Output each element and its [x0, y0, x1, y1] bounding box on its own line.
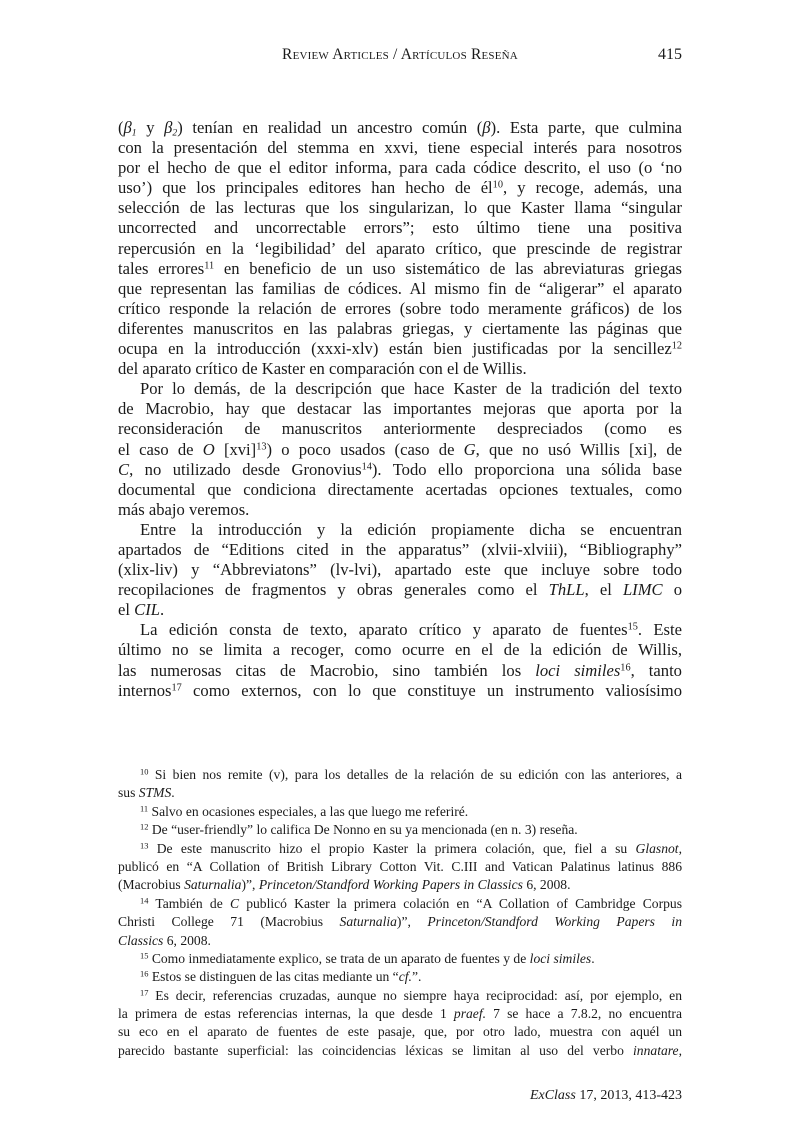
- footnote-line: [118, 803, 682, 821]
- text-run: ocupa en la introducción (xxxi-xlv) están bien justificadas por la sencillez: [118, 339, 672, 359]
- text-run: con la presentación del stemma en xxvi, tiene especial interés para nosotros: [118, 138, 682, 158]
- text-run: De “user-friendly” lo califica De Nonno en su ya mencionada (en n. 3) reseña.: [148, 822, 578, 838]
- italic-text: Classics: [118, 932, 164, 948]
- footnote-line: [118, 987, 682, 1005]
- footnote-reference: 13: [140, 839, 149, 850]
- text-run: ,: [678, 1042, 682, 1058]
- text-run: en beneficio de un uso sistemático de las abreviaturas griegas: [214, 258, 682, 278]
- italic-text: Saturnalia: [184, 877, 242, 893]
- text-run: (xlix-liv) y “Abbreviatons” (lv-lvi), apartado este que incluye sobre todo: [118, 560, 682, 580]
- text-run: las numerosas citas de Macrobio, sino también los: [118, 660, 536, 680]
- italic-text: O: [202, 439, 215, 459]
- body-line: [118, 118, 682, 138]
- text-run: reconsideración de manuscritos anteriormente despreciados (como es: [118, 419, 682, 439]
- italic-text: Saturnalia: [339, 914, 397, 930]
- body-line: [118, 239, 682, 259]
- text-run: ). Todo ello proporciona una sólida base: [371, 459, 682, 479]
- body-line: [118, 460, 682, 480]
- text-run: documental que condiciona directamente acertadas opciones textuales, como: [118, 479, 682, 499]
- text-run: , el: [584, 580, 623, 600]
- text-run: De este manuscrito hizo el propio Kaster la primera colación, que, fiel a su: [148, 840, 636, 856]
- footnote-line: [118, 968, 682, 986]
- text-run: y: [136, 118, 165, 137]
- italic-text: innatare: [633, 1042, 679, 1058]
- footnote-reference: 17: [140, 987, 149, 998]
- text-run: Estos se distinguen de las citas mediante un “: [148, 969, 399, 985]
- italic-text: Glasnot: [635, 840, 679, 856]
- footnote-reference: 12: [140, 821, 149, 832]
- body-line: [118, 339, 682, 359]
- text-run: selección de las lecturas que los singularizan, lo que Kaster llama “singular: [118, 198, 682, 218]
- body-line: [118, 540, 682, 560]
- text-run: parecido bastante superficial: las coincidencias léxicas se limitan al uso del verbo: [118, 1042, 634, 1058]
- body-line: [118, 520, 682, 540]
- text-run: la primera de estas referencias internas, la que desde 1: [118, 1006, 454, 1022]
- text-run: por el hecho de que el editor informa, para cada códice descrito, el uso (o ‘no: [118, 158, 682, 178]
- body-line: [118, 198, 682, 218]
- subscript: 2: [172, 127, 178, 139]
- footnote-line: [118, 821, 682, 839]
- text-run: internos: [118, 680, 172, 700]
- page-number: 415: [658, 46, 682, 63]
- footnote-line: [118, 1005, 682, 1023]
- footnote-reference: 14: [140, 895, 149, 906]
- italic-text: β: [164, 118, 173, 137]
- text-run: Es decir, referencias cruzadas, aunque no siempre haya reciprocidad: así, por ejemplo, en: [148, 987, 682, 1003]
- footnote-reference: 11: [204, 260, 215, 271]
- text-run: 6, 2008.: [163, 932, 211, 948]
- body-line: [118, 359, 682, 379]
- body-line: [118, 500, 682, 520]
- italic-text: loci similes: [535, 660, 621, 680]
- text-run: . Este: [637, 620, 682, 640]
- text-run: .: [591, 950, 595, 966]
- text-run: )”,: [396, 914, 428, 930]
- body-line: [118, 319, 682, 339]
- footnote-line: [118, 913, 682, 931]
- footnote-reference: 15: [140, 950, 149, 961]
- italic-text: Princeton/Standford Working Papers in Classics: [258, 877, 523, 893]
- footnote-line: [118, 1023, 682, 1041]
- text-run: ) o poco usados (caso de: [266, 439, 464, 459]
- body-line: [118, 138, 682, 158]
- text-run: su eco en el aparato de fuentes de este pasaje, que, por otro lado, muestra con aquél un: [118, 1024, 682, 1040]
- text-run: o: [662, 580, 683, 600]
- text-run: publicó Kaster la primera colación en “A Collation of Cambridge Corpus: [239, 895, 682, 911]
- text-run: publicó en “A Collation of British Library Cotton Vit. C.III and Vatican Palatinus latinus 886: [118, 858, 682, 874]
- text-run: 6, 2008.: [522, 877, 571, 893]
- text-run: )”,: [241, 877, 259, 893]
- italic-text: β: [123, 118, 132, 137]
- text-run: de Macrobio, hay que destacar las importantes mejoras que aporta por la: [118, 399, 682, 419]
- body-line: [118, 299, 682, 319]
- footnote-reference: 10: [492, 179, 503, 191]
- footnotes: [118, 766, 682, 1060]
- footnote-reference: 10: [140, 766, 149, 777]
- footnote-reference: 13: [256, 440, 267, 452]
- footnote-line: [118, 895, 682, 913]
- body-line: [118, 379, 682, 399]
- footnote-reference: 12: [671, 340, 682, 352]
- text-run: sus: [118, 785, 139, 801]
- text-run: [xvi]: [214, 439, 257, 459]
- text-run: como externos, con lo que constituye un instrumento valiosísimo: [181, 680, 682, 700]
- text-run: , que no usó Willis [xi], de: [475, 439, 682, 459]
- running-header-title: Review Articles / Artículos Reseña: [282, 46, 518, 63]
- footnote-reference: 17: [171, 681, 182, 693]
- italic-text: loci similes: [529, 950, 592, 966]
- body-line: [118, 399, 682, 419]
- footnote-line: [118, 784, 682, 802]
- text-run: apartados de “Editions cited in the apparatus” (xlvii-xlviii), “Bibliography”: [118, 539, 682, 559]
- page-footer: [530, 1088, 682, 1104]
- text-run: tales errores: [118, 258, 205, 278]
- body-line: [118, 259, 682, 279]
- text-run: , tanto: [630, 660, 682, 680]
- body-line: [118, 580, 682, 600]
- body-line: [118, 681, 682, 701]
- footnote-line: [118, 766, 682, 784]
- text-run: Entre la introducción y la edición propiamente dicha se encuentran: [140, 519, 682, 539]
- text-run: del aparato crítico de Kaster en comparación con el de Willis.: [118, 359, 527, 379]
- text-run: ,: [678, 840, 682, 856]
- text-run: Christi College 71 (Macrobius: [118, 914, 340, 930]
- text-run: el caso de: [118, 439, 203, 459]
- footnote-reference: 11: [140, 803, 149, 814]
- body-line: [118, 640, 682, 660]
- footnote-line: [118, 858, 682, 876]
- text-run: el: [118, 600, 135, 620]
- body-line: [118, 661, 682, 681]
- text-run: ) tenían en realidad un ancestro común (: [177, 118, 483, 137]
- text-run: Como inmediatamente explico, se trata de un aparato de fuentes y de: [148, 950, 530, 966]
- text-run: crítico responde la relación de errores (sobre todo meramente gráficos) de los: [118, 298, 682, 318]
- italic-text: praef.: [453, 1006, 486, 1022]
- italic-text: Princeton/Standford Working Papers in: [427, 914, 682, 930]
- journal-name: ExClass: [529, 1088, 576, 1103]
- italic-text: β: [482, 118, 491, 137]
- text-run: Por lo demás, de la descripción que hace Kaster de la tradición del texto: [140, 379, 682, 399]
- body-line: [118, 158, 682, 178]
- body-line: [118, 178, 682, 198]
- text-run: , no utilizado desde Gronovius: [129, 459, 362, 479]
- body-line: [118, 600, 682, 620]
- body-line: [118, 218, 682, 238]
- text-run: También de: [148, 895, 230, 911]
- text-run: ). Esta parte, que culmina: [490, 118, 683, 137]
- text-run: .: [159, 600, 165, 620]
- footnote-line: [118, 950, 682, 968]
- text-run: repercusión en la ‘legibilidad’ del aparato crítico, que prescinde de registrar: [118, 238, 682, 258]
- subscript: 1: [131, 127, 137, 139]
- footnote-line: [118, 1042, 682, 1060]
- footnote-line: [118, 840, 682, 858]
- italic-text: CIL: [134, 600, 160, 620]
- text-run: , y recoge, además, una: [502, 178, 682, 198]
- journal-citation: 17, 2013, 413-423: [575, 1088, 682, 1103]
- text-run: 7 se hace a 7.8.2, no encuentra: [486, 1006, 682, 1022]
- body-line: [118, 279, 682, 299]
- footnote-reference: 14: [361, 460, 372, 472]
- body-line: [118, 480, 682, 500]
- footnote-reference: 16: [620, 661, 631, 673]
- italic-text: G: [463, 439, 476, 459]
- text-run: Si bien nos remite (v), para los detalles de la relación de su edición con las anteriores, a: [148, 767, 682, 782]
- text-run: uncorrected and uncorrectable errors”; esto último tiene una positiva: [118, 218, 682, 238]
- text-run: recopilaciones de fragmentos y obras generales como el: [118, 580, 549, 600]
- text-run: que representan las familias de códices. Al mismo fin de “aligerar” el aparato: [118, 278, 682, 298]
- text-run: Salvo en ocasiones especiales, a las que luego me referiré.: [148, 803, 469, 819]
- footnote-line: [118, 876, 682, 894]
- italic-text: cf.: [398, 969, 412, 985]
- body-line: [118, 419, 682, 439]
- running-header: [118, 46, 682, 68]
- italic-text: C: [118, 459, 130, 479]
- footnote-line: [118, 932, 682, 950]
- text-run: último no se limita a recoger, como ocurre en el de la edición de Willis,: [118, 640, 682, 660]
- body-line: [118, 620, 682, 640]
- body-line: [118, 440, 682, 460]
- body-line: [118, 560, 682, 580]
- text-run: (Macrobius: [118, 877, 185, 893]
- italic-text: ThLL: [548, 580, 585, 600]
- text-run: .: [171, 785, 175, 801]
- text-run: uso’) que los principales editores han hecho de él: [118, 178, 493, 198]
- text-run: diferentes manuscritos en las palabras griegas, y ciertamente las páginas que: [118, 318, 682, 338]
- italic-text: C: [229, 895, 240, 911]
- text-run: ”.: [411, 969, 422, 985]
- text-run: La edición consta de texto, aparato crítico y aparato de fuentes: [140, 620, 628, 640]
- footnote-reference: 15: [627, 621, 638, 633]
- footnote-reference: 16: [140, 968, 149, 979]
- text-run: (: [118, 118, 124, 137]
- italic-text: LIMC: [622, 580, 663, 600]
- body-text: [118, 118, 682, 701]
- italic-text: STMS: [138, 785, 172, 801]
- text-run: más abajo veremos.: [118, 499, 250, 519]
